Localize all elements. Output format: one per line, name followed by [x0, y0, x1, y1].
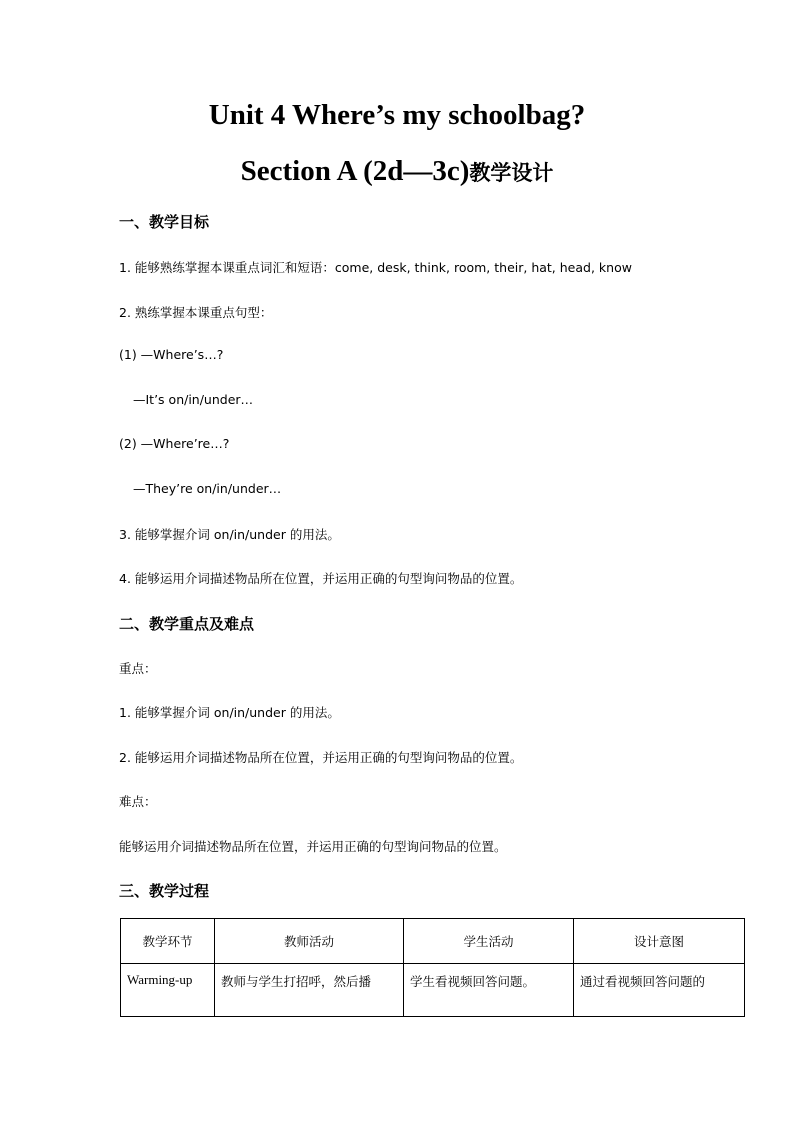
sentence-pattern-1-answer: —It’s on/in/under… [133, 392, 254, 407]
table-header-cell: 教师活动 [215, 919, 404, 964]
section-heading-objectives: 一、教学目标 [119, 213, 210, 231]
difficulty-label: 难点： [119, 794, 157, 809]
table-header-cell: 设计意图 [574, 919, 745, 964]
section-heading-process: 三、教学过程 [119, 882, 210, 900]
document-subtitle [0, 155, 794, 188]
table-cell: 通过看视频回答问题的 [574, 964, 745, 1017]
objective-item-3: 3. 能够掌握介词 on/in/under 的用法。 [119, 527, 340, 542]
table-row [121, 964, 745, 1017]
document-title: Unit 4 Where’s my schoolbag? [208, 99, 586, 131]
sentence-pattern-2-question: (2) —Where’re…? [119, 436, 230, 451]
objective-item-2: 2. 熟练掌握本课重点句型： [119, 305, 273, 320]
key-point-2: 2. 能够运用介词描述物品所在位置，并运用正确的句型询问物品的位置。 [119, 750, 523, 765]
subtitle-chinese: 教学设计 [469, 161, 554, 185]
sentence-pattern-1-question: (1) —Where’s…? [119, 347, 224, 362]
table-cell: Warming-up [121, 964, 215, 1017]
table-cell: 教师与学生打招呼，然后播 [215, 964, 404, 1017]
objective-item-4: 4. 能够运用介词描述物品所在位置，并运用正确的句型询问物品的位置。 [119, 571, 523, 586]
sentence-pattern-2-answer: —They’re on/in/under… [133, 481, 282, 496]
section-heading-key-points: 二、教学重点及难点 [119, 615, 255, 633]
table-header-cell: 学生活动 [404, 919, 574, 964]
difficulty-point-1: 能够运用介词描述物品所在位置，并运用正确的句型询问物品的位置。 [119, 839, 507, 854]
table-header-cell: 教学环节 [121, 919, 215, 964]
subtitle-english: Section A (2d—3c) [240, 155, 470, 187]
teaching-process-table [120, 918, 745, 1017]
key-point-1: 1. 能够掌握介词 on/in/under 的用法。 [119, 705, 340, 720]
key-points-label: 重点： [119, 661, 157, 676]
table-cell: 学生看视频回答问题。 [404, 964, 574, 1017]
objective-item-1: 1. 能够熟练掌握本课重点词汇和短语：come, desk, think, room, their, hat, head, know [119, 260, 632, 275]
table-header-row [121, 919, 745, 964]
